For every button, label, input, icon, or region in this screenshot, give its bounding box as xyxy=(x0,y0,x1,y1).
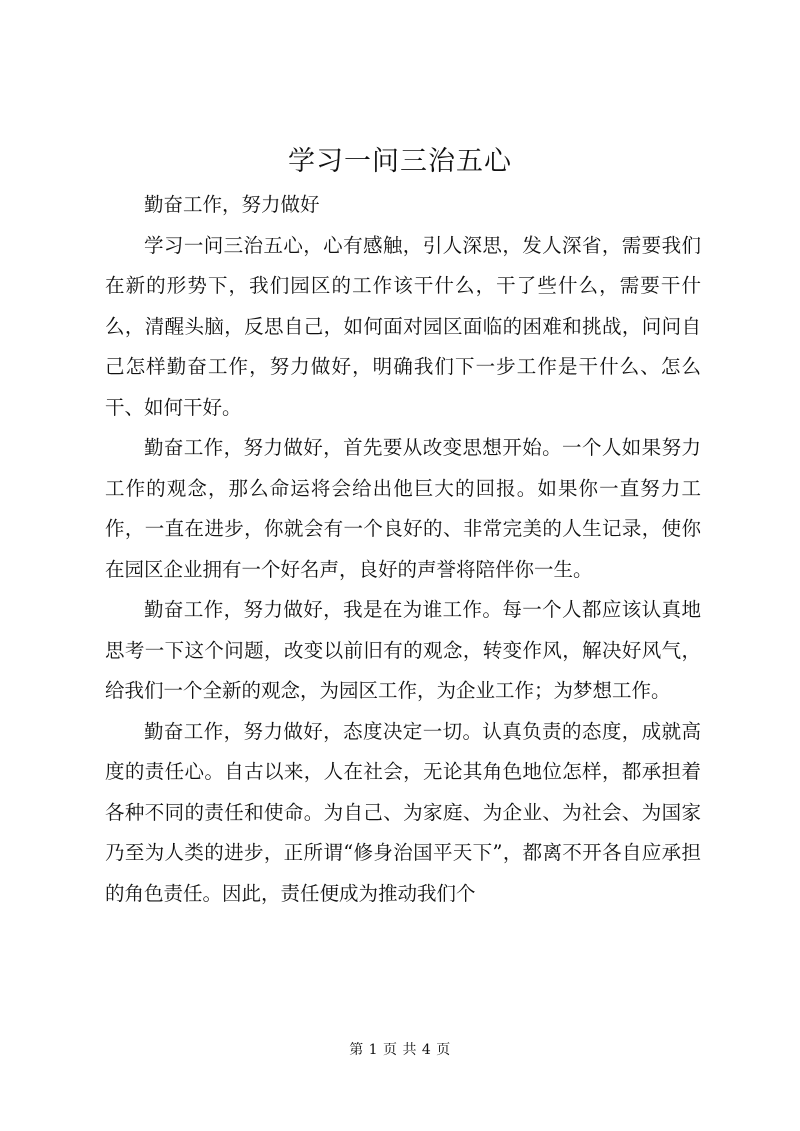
paragraph: 学习一问三治五心，心有感触，引人深思，发人深省，需要我们在新的形势下，我们园区的工作该干什么，干了些什么，需要干什么，清醒头脑，反思自己，如何面对园区面临的困难和挑战，问问自己怎样勤奋工作，努力做好，明确我们下一步工作是干什么、怎么干、如何干好。 xyxy=(105,233,701,419)
page-title: 学习一问三治五心 xyxy=(288,146,512,177)
paragraph: 勤奋工作，努力做好，我是在为谁工作。每一个人都应该认真地思考一下这个问题，改变以前旧有的观念，转变作风，解决好风气，给我们一个全新的观念，为园区工作，为企业工作；为梦想工作。 xyxy=(105,598,701,702)
page-number-footer: 第 1 页 共 4 页 xyxy=(349,1042,451,1058)
paragraph: 勤奋工作，努力做好，首先要从改变思想开始。一个人如果努力工作的观念，那么命运将会给出他巨大的回报。如果你一直努力工作，一直在进步，你就会有一个良好的、非常完美的人生记录，使你在园区企业拥有一个好名声，良好的声誉将陪伴你一生。 xyxy=(105,436,701,581)
document-body xyxy=(105,185,701,914)
paragraph-subtitle: 勤奋工作，努力做好 xyxy=(144,193,320,216)
paragraph: 勤奋工作，努力做好，态度决定一切。认真负责的态度，成就高度的责任心。自古以来，人在社会，无论其角色地位怎样，都承担着各种不同的责任和使命。为自己、为家庭、为企业、为社会、为国家乃至为人类的进步，正所谓“修身治国平天下”，都离不开各自应承担的角色责任。因此，责任便成为推动我们个 xyxy=(105,719,701,905)
